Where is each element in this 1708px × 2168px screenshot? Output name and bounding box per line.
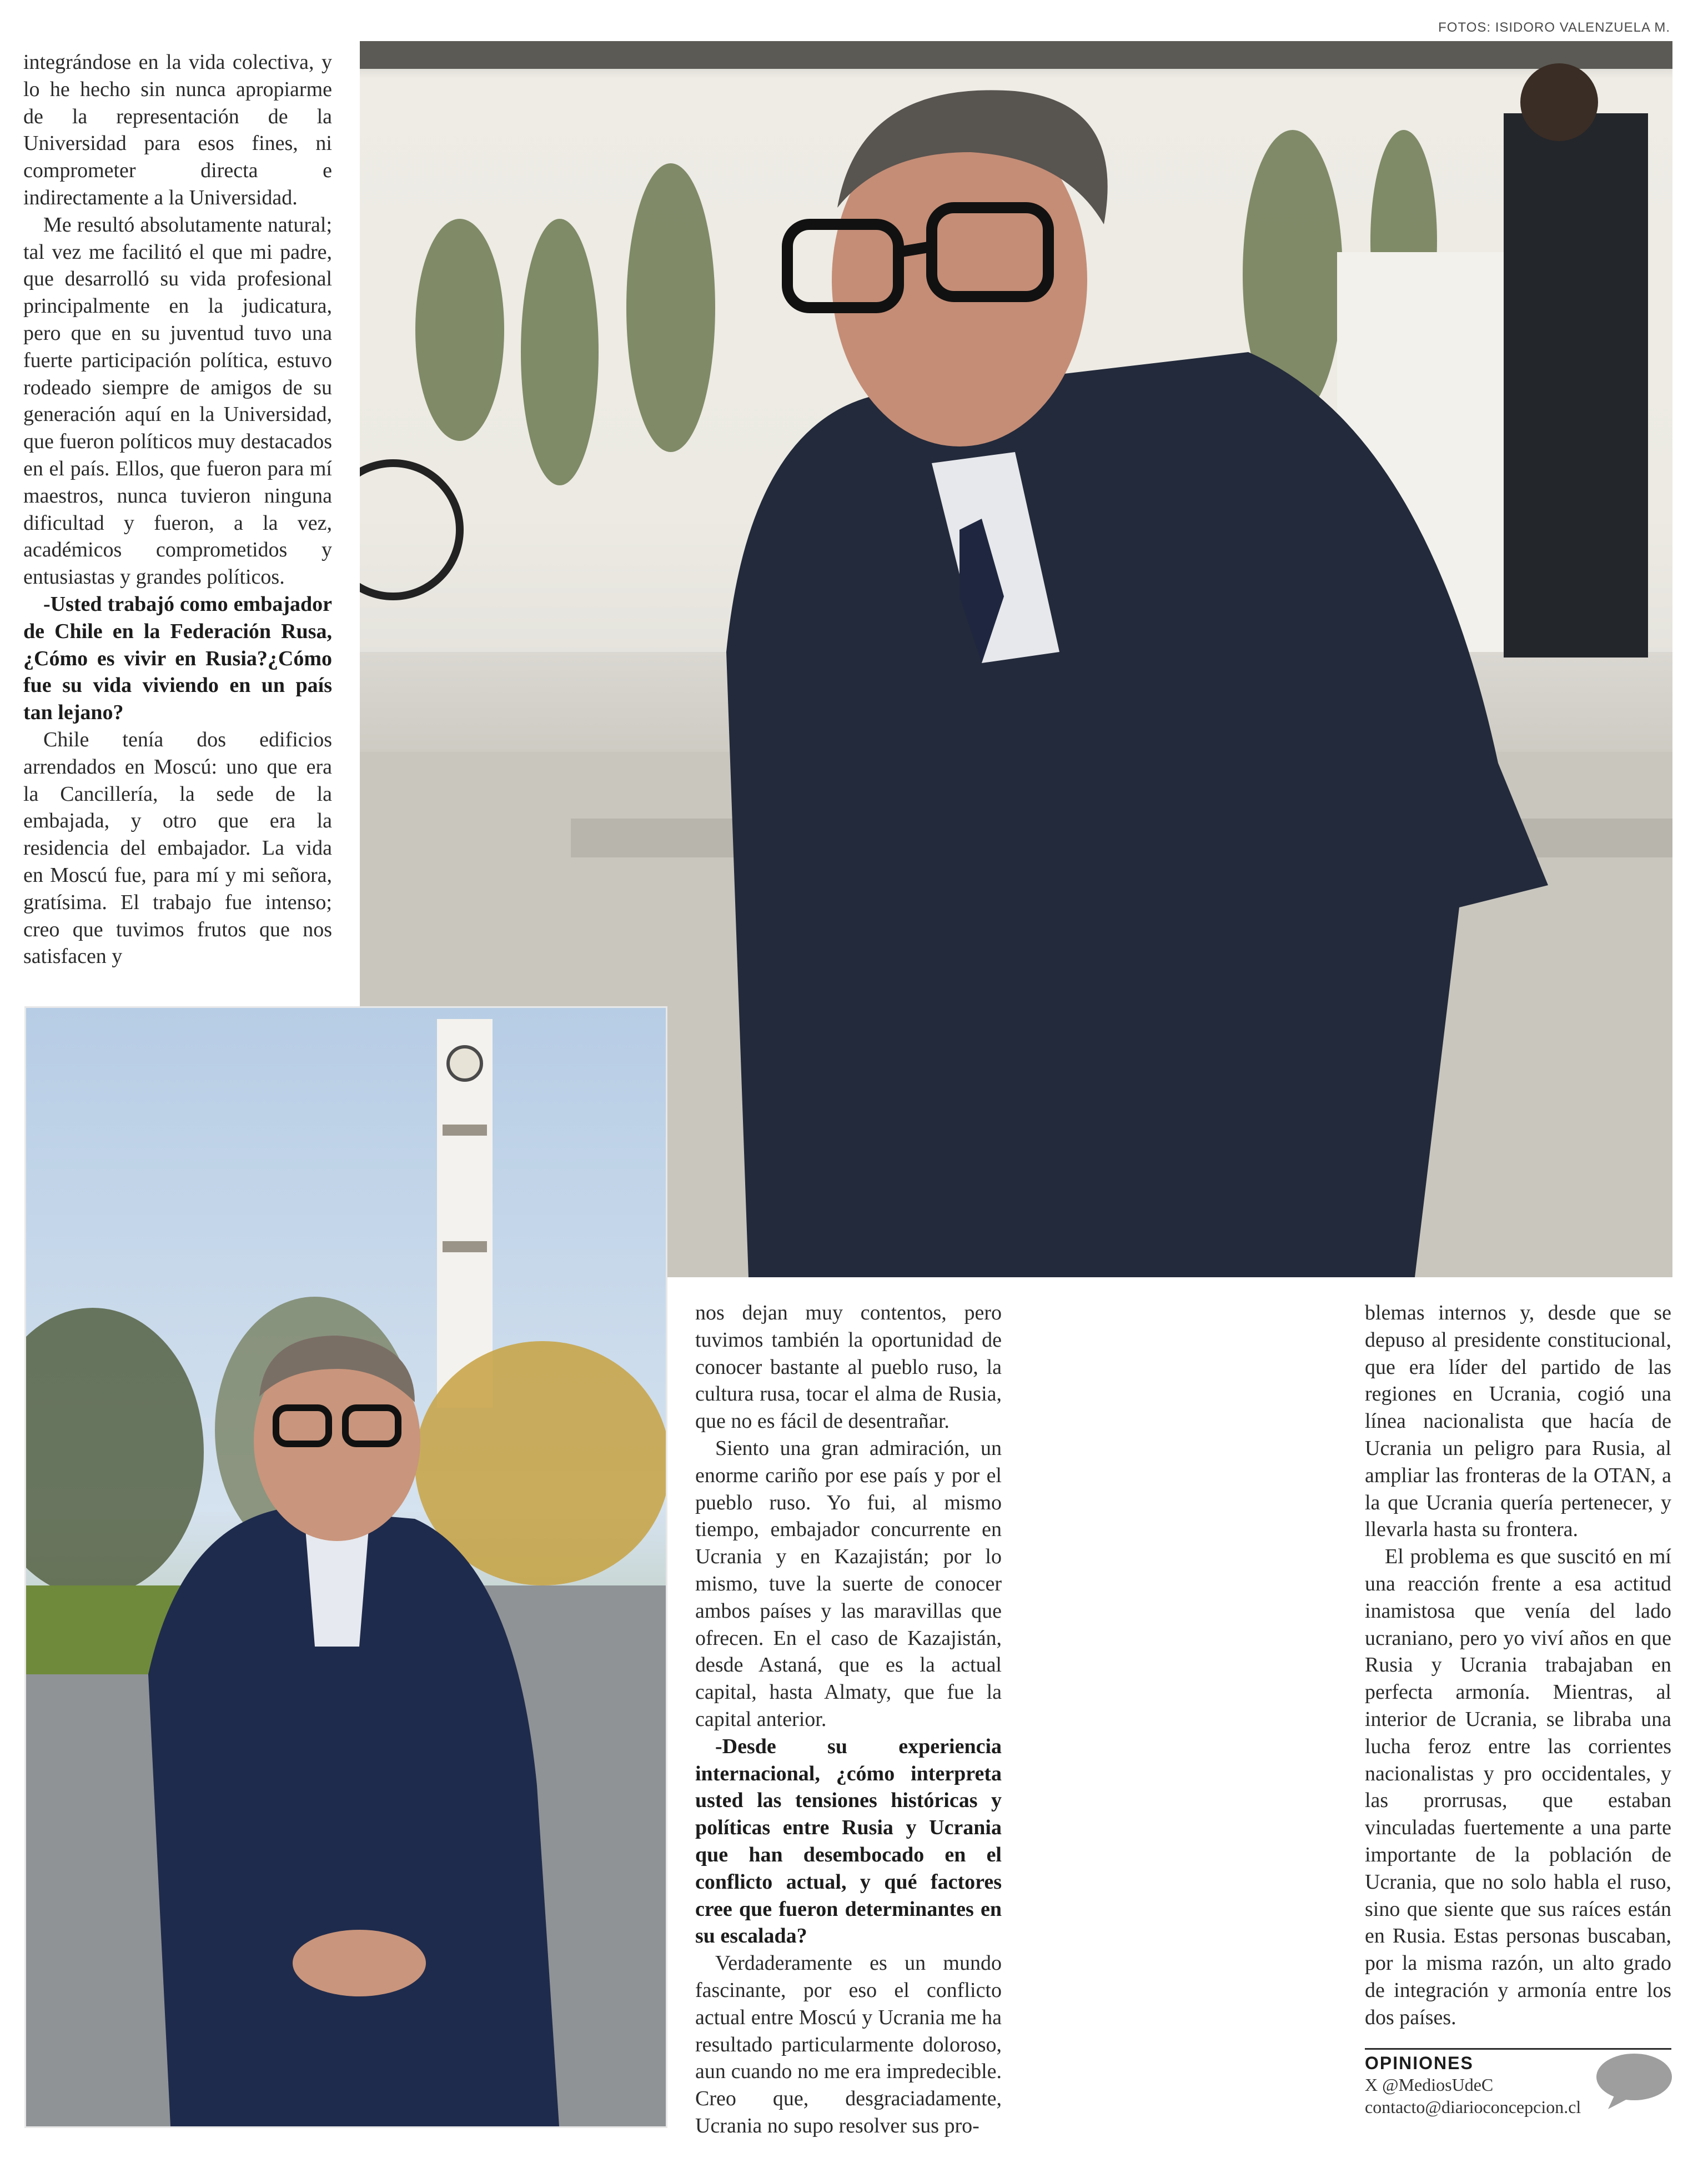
interview-question: -Desde su experiencia internacional, ¿cómo interpreta usted las tensiones históricas y políticas entre Rusia y Ucrania que han desembocado en el conflicto actual, y qué factores cree que fueron determinantes en su escalada? (695, 1734, 1002, 1948)
paragraph: El problema es que suscitó en mí una reacción frente a esa actitud inamistosa que venía del lado ucraniano, pero yo viví años en que Rusia y Ucrania trabajaban en perfecta armonía. Mientras, al interior de Ucrania, se libraba una lucha feroz entre las corrientes nacionalistas y pro occidentales, y las prorrusas, que estaban vinculadas fuertemente a una parte importante de la población de Ucrania, que no solo habla el ruso, sino que siente que sus raíces están en Rusia. Estas personas buscaban, por la misma razón, un alto grado de integración y armonía entre los dos países. (1365, 1545, 1671, 2029)
twitter-handle[interactable]: X @MediosUdeC (1365, 2075, 1494, 2095)
photo-credit: FOTOS: ISIDORO VALENZUELA M. (1438, 20, 1670, 35)
article-column-2 (695, 1299, 1002, 2140)
paragraph: nos dejan muy contentos, pero tuvimos también la oportunidad de conocer bastante al pueblo ruso, la cultura rusa, tocar el alma de Rusia, que no es fácil de desentrañar. (695, 1301, 1002, 1433)
paragraph: Me resultó absolutamente natural; tal vez me facilitó el que mi padre, que desarrolló su vida profesional principalmente en la judicatura, pero que en su juventud tuvo una fuerte participación política, estuvo rodeado siempre de amigos de su generación aquí en la Universidad, que fueron políticos muy destacados en el país. Ellos, que fueron para mí maestros, nunca tuvieron ninguna dificultad y fueron, a la vez, académicos comprometidos y entusiastas y grandes políticos. (23, 213, 332, 589)
contact-email[interactable]: contacto@diarioconcepcion.cl (1365, 2097, 1581, 2117)
opinions-label: OPINIONES (1365, 2053, 1474, 2073)
paragraph: blemas internos y, desde que se depuso al presidente constitucional, que era líder del partido de las regiones en Ucrania, cogió una línea nacionalista que hacía de Ucrania un peligro para Rusia, al ampliar las fronteras de la OTAN, a la que Ucrania quería pertenecer, y llevarla hasta su frontera. (1365, 1301, 1671, 1542)
paragraph: Siento una gran admiración, un enorme cariño por ese país y por el pueblo ruso. Yo fui, al mismo tiempo, embajador concurrente en Ucrania y en Kazajistán; por lo mismo, tuve la suerte de conocer ambos países y las maravillas que ofrecen. En el caso de Kazajistán, desde Astaná, que es la actual capital, hasta Almaty, que fue la capital anterior. (695, 1436, 1002, 1731)
clock-tower-photo (24, 1006, 667, 2128)
article-column-1 (23, 49, 332, 970)
paragraph: integrándose en la vida colectiva, y lo he hecho sin nunca apropiarme de la representación de la Universidad para esos fines, ni comprometer directa e indirectamente a la Universidad. (23, 51, 332, 209)
paragraph: Verdaderamente es un mundo fascinante, por eso el conflicto actual entre Moscú y Ucrania me ha resultado particularmente doloroso, aun cuando no me era impredecible. Creo que, desgraciadamente, Ucrania no supo resolver sus pro- (695, 1951, 1002, 2137)
paragraph: Chile tenía dos edificios arrendados en Moscú: uno que era la Cancillería, la sede de la embajada, y otro que era la residencia del embajador. La vida en Moscú fue, para mí y mi señora, gratísima. El trabajo fue intenso; creo que tuvimos frutos que nos satisfacen y (23, 727, 332, 968)
speech-bubble-icon (1593, 2050, 1676, 2114)
article-column-3 (1365, 1299, 1671, 2031)
interview-question: -Usted trabajó como embajador de Chile en la Federación Rusa, ¿Cómo es vivir en Rusia?¿Cómo fue su vida viviendo en un país tan lejano? (23, 592, 332, 725)
